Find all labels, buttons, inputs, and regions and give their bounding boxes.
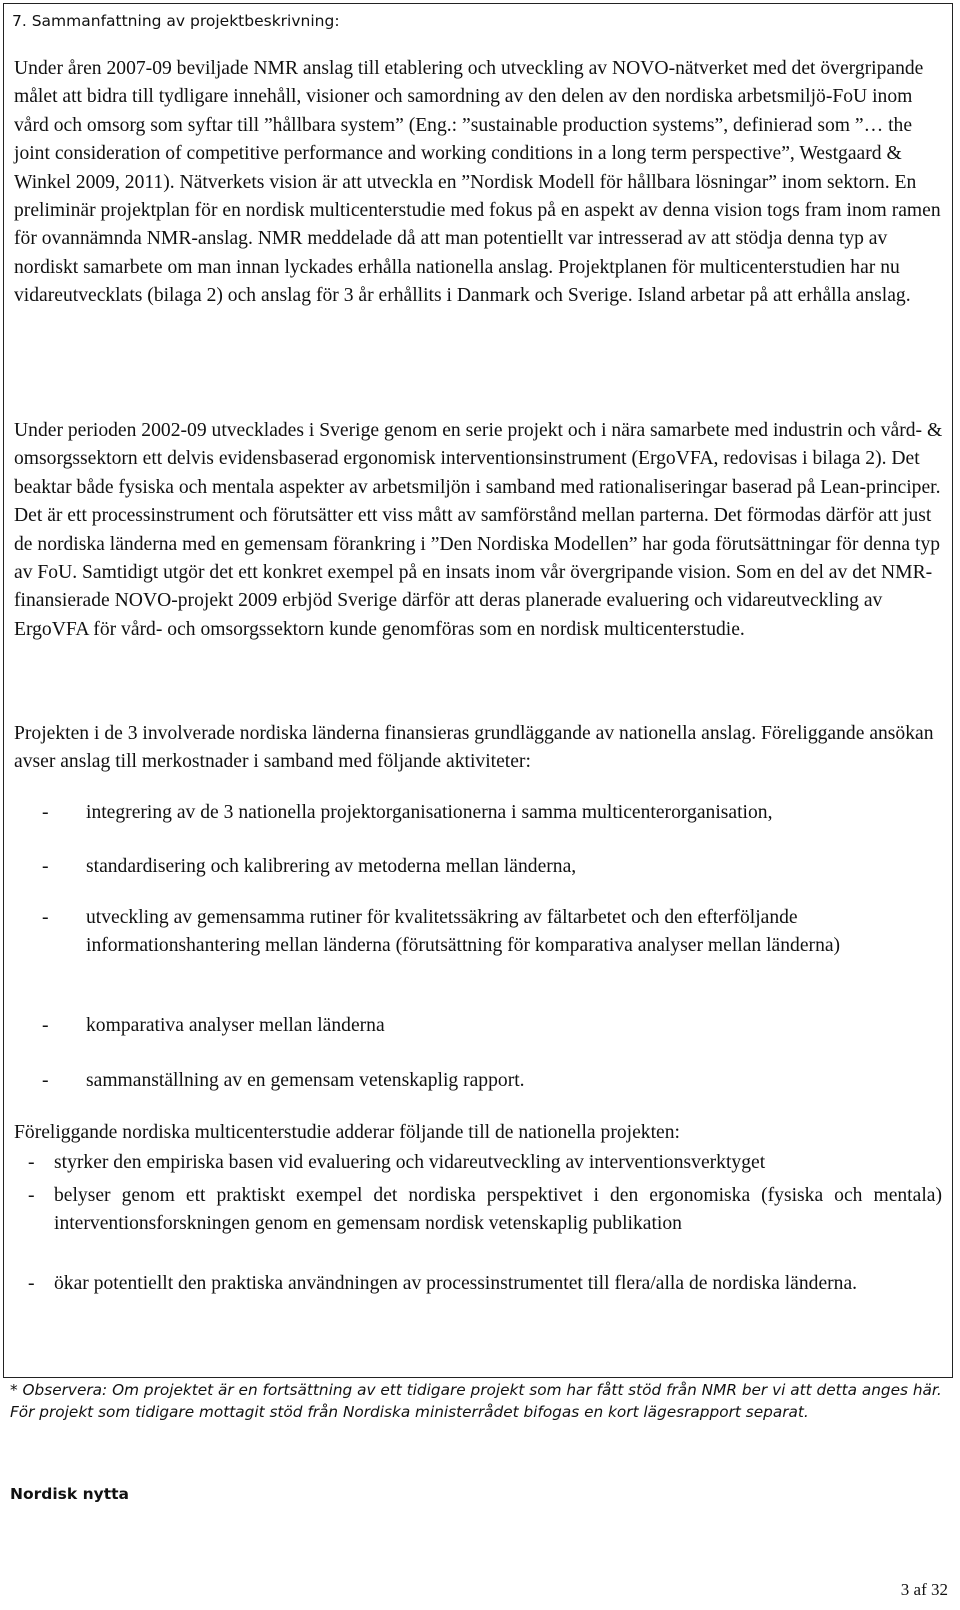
paragraph-1: Under åren 2007-09 beviljade NMR anslag till etablering och utveckling av NOVO-nätverket med det övergripande målet att bidra till tydligare innehåll, visioner och samordning av den delen av den nordiska arbetsmiljö-FoU inom vård och omsorg som syftar till ”hållbara system” (Eng.: ”sustainable production systems”, definierad som ”… the joint consideration of competitive performance and working conditions in a long term perspective”, Westgaard & Winkel 2009, 2011). Nätverkets vision är att utveckla en ”Nordisk Modell för hållbara lösningar” inom sektorn. En preliminär projektplan för en nordisk multicenterstudie med fokus på en aspekt av denna vision togs fram inom ramen för ovannämnda NMR-anslag. NMR meddelade då att man potentiellt var intresserad av att stödja denna typ av nordiskt samarbete om man innan lyckades erhålla nationella anslag. Projektplanen för multicenterstudien har nu vidareutvecklats (bilaga 2) och anslag för 3 år erhållits i Danmark och Sverige. Island arbetar på att erhålla anslag. [14,58,941,307]
addition-text: styrker den empiriska basen vid evaluering och vidareutveckling av interventionsverktyget [54,1152,766,1173]
dash-marker: - [28,1185,35,1206]
activity-text: sammanställning av en gemensam vetenskaplig rapport. [86,1070,525,1091]
activity-text: integrering av de 3 nationella projektorganisationerna i samma multicenterorganisation, [86,802,773,823]
dash-marker: - [42,1070,49,1091]
summary-box [3,3,953,1378]
footnote: * Observera: Om projektet är en fortsättning av ett tidigare projekt som har fått stöd från NMR ber vi att detta anges här. För projekt som tidigare mottagit stöd från Nordiska ministerrådet bifogas en kort lägesrapport separat. [10,1381,942,1421]
dash-marker: - [42,856,49,877]
additions-intro: Föreliggande nordiska multicenterstudie adderar följande till de nationella projekten: [14,1122,680,1143]
dash-marker: - [28,1273,35,1294]
activity-text: komparativa analyser mellan länderna [86,1015,385,1036]
activity-text: utveckling av gemensamma rutiner för kvalitetssäkring av fältarbetet och den efterföljande informationshantering mellan länderna (förutsättning för komparativa analyser mellan länderna) [86,907,841,957]
paragraph-3: Projekten i de 3 involverade nordiska länderna finansieras grundläggande av nationella anslag. Föreliggande ansökan avser anslag till merkostnader i samband med följande aktiviteter: [14,723,934,773]
next-section-heading: Nordisk nytta [10,1485,130,1503]
activity-text: standardisering och kalibrering av metoderna mellan länderna, [86,856,577,877]
dash-marker: - [28,1152,35,1173]
addition-text: ökar potentiellt den praktiska användningen av processinstrumentet till flera/alla de nordiska länderna. [54,1273,858,1294]
page-number: 3 af 32 [900,1580,948,1599]
section-heading: 7. Sammanfattning av projektbeskrivning: [12,12,340,30]
addition-text: belyser genom ett praktiskt exempel det nordiska perspektivet i den ergonomiska (fysiska och mentala) interventionsforskningen genom en gemensam nordisk vetenskaplig publikation [54,1185,942,1235]
dash-marker: - [42,802,49,823]
dash-marker: - [42,907,49,928]
dash-marker: - [42,1015,49,1036]
paragraph-2: Under perioden 2002-09 utvecklades i Sverige genom en serie projekt och i nära samarbete med industrin och vård- & omsorgssektorn ett delvis evidensbaserad ergonomisk interventionsinstrument (ErgoVFA, redovisas i bilaga 2). Det beaktar både fysiska och mentala aspekter av arbetsmiljön i samband med rationaliseringar baserad på Lean-principer. Det är ett processinstrument och förutsätter ett viss mått av samförstånd mellan parterna. Det förmodas därför att just de nordiska länderna med en gemensam förankring i ”Den Nordiska Modellen” har goda förutsättningar för denna typ av FoU. Samtidigt utgör det ett konkret exempel på en insats inom vår övergripande vision. Som en del av det NMR-finansierade NOVO-projekt 2009 erbjöd Sverige därför att deras planerade evaluering och vidareutveckling av ErgoVFA för vård- och omsorgssektorn kunde genomföras som en nordisk multicenterstudie. [14,420,943,640]
